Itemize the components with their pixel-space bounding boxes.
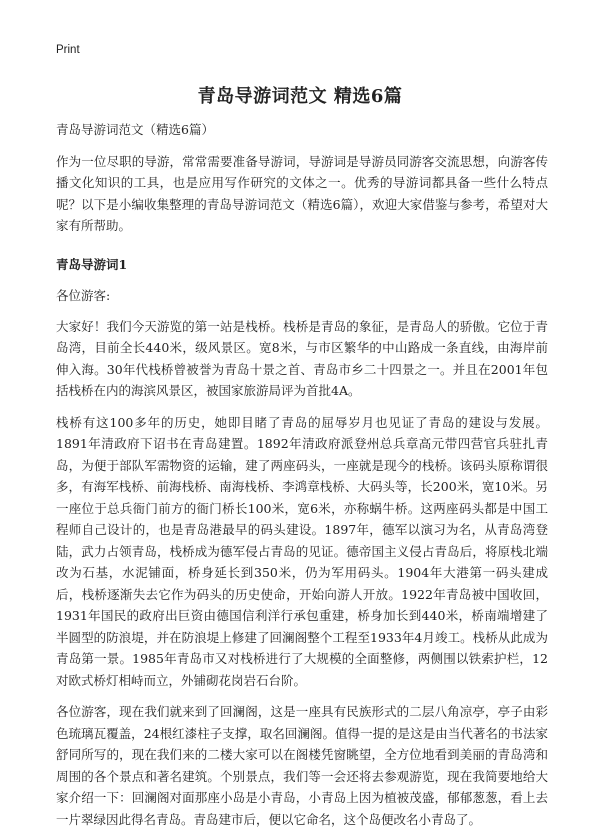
body-paragraph: 大家好！我们今天游览的第一站是栈桥。栈桥是青岛的象征，是青岛人的骄傲。它位于青岛湾，目前全长440米，级风景区。宽8米，与市区繁华的中山路成一条直线，由海岸前伸入海。30年代栈桥曾被誉为青岛十景之首、青岛市乡二十四景之一。并且在2001年包括栈桥在内的海滨风景区，被国家旅游局评为首批4A。 xyxy=(56,318,548,398)
body-paragraph: 各位游客，现在我们就来到了回澜阁，这是一座具有民族形式的二层八角凉亭，亭子由彩色琉璃瓦覆盖，24根红漆柱子支撑，取名回澜阁。值得一提的是这是由当代著名的书法家舒同所写的，现在我们来的二楼大家可以在阁楼凭窗眺望，全方位地看到美丽的青岛湾和周围的各个景点和著名建筑。个别景点，我们等一会还将去参观游览，现在我简要地给大家介绍一下：回澜阁对面那座小岛是小青岛，小青岛上因为植被茂盛，郁郁葱葱，看上去一片翠绿因此得名青岛。青岛建市后，便以它命名，这个岛便改名小青岛了。 xyxy=(56,704,548,827)
document-body xyxy=(56,119,548,840)
print-link[interactable]: Print xyxy=(56,44,80,56)
page-title: 青岛导游词范文 精选6篇 xyxy=(197,86,403,107)
greeting: 各位游客: xyxy=(56,288,111,303)
body-paragraph: 栈桥有这100多年的历史，她即目睹了青岛的屈辱岁月也见证了青岛的建设与发展。1891年清政府下诏书在青岛建置。1892年清政府派登州总兵章高元带四营官兵驻扎青岛，为便于部队军需物资的运输，建了两座码头，一座就是现今的栈桥。该码头原称谓很多，有海军栈桥、前海栈桥、南海栈桥、李鸿章栈桥、大码头等，长200米，宽10米。另一座位于总兵衙门前方的衙门桥长100米，宽6米，亦称蜗牛桥。这两座码头都是中国工程师自己设计的，也是青岛港最早的码头建设。1897年，德军以演习为名，从青岛湾登陆，武力占领青岛，栈桥成为德军侵占青岛的见证。德帝国主义侵占青岛后，将原栈北端改为石基，水泥铺面，桥身延长到350米，仍为军用码头。1904年大港第一码头建成后，栈桥逐渐失去它作为码头的历史使命，开始向游人开放。1922年青岛被中国收回，1931年国民的政府出巨资由德国信利洋行承包重建，桥身加长到440米，桥南端增建了半圆型的防浪堤，并在防浪堤上修建了回澜阁整个工程至1933年4月竣工。栈桥从此成为青岛第一景。1985年青岛市又对栈桥进行了大规模的全面整修，两侧围以铁索护栏，12对欧式桥灯相峙而立，外铺砌花岗岩石台阶。 xyxy=(56,414,548,688)
document-subtitle: 青岛导游词范文（精选6篇） xyxy=(56,122,214,137)
intro-paragraph: 作为一位尽职的导游，常常需要准备导游词，导游词是导游员同游客交流思想，向游客传播文化知识的工具，也是应用写作研究的文体之一。优秀的导游词都具备一些什么特点呢？以下是小编收集整理的青岛导游词范文（精选6篇），欢迎大家借鉴与参考，希望对大家有所帮助。 xyxy=(56,153,548,233)
section-heading: 青岛导游词1 xyxy=(56,256,128,272)
